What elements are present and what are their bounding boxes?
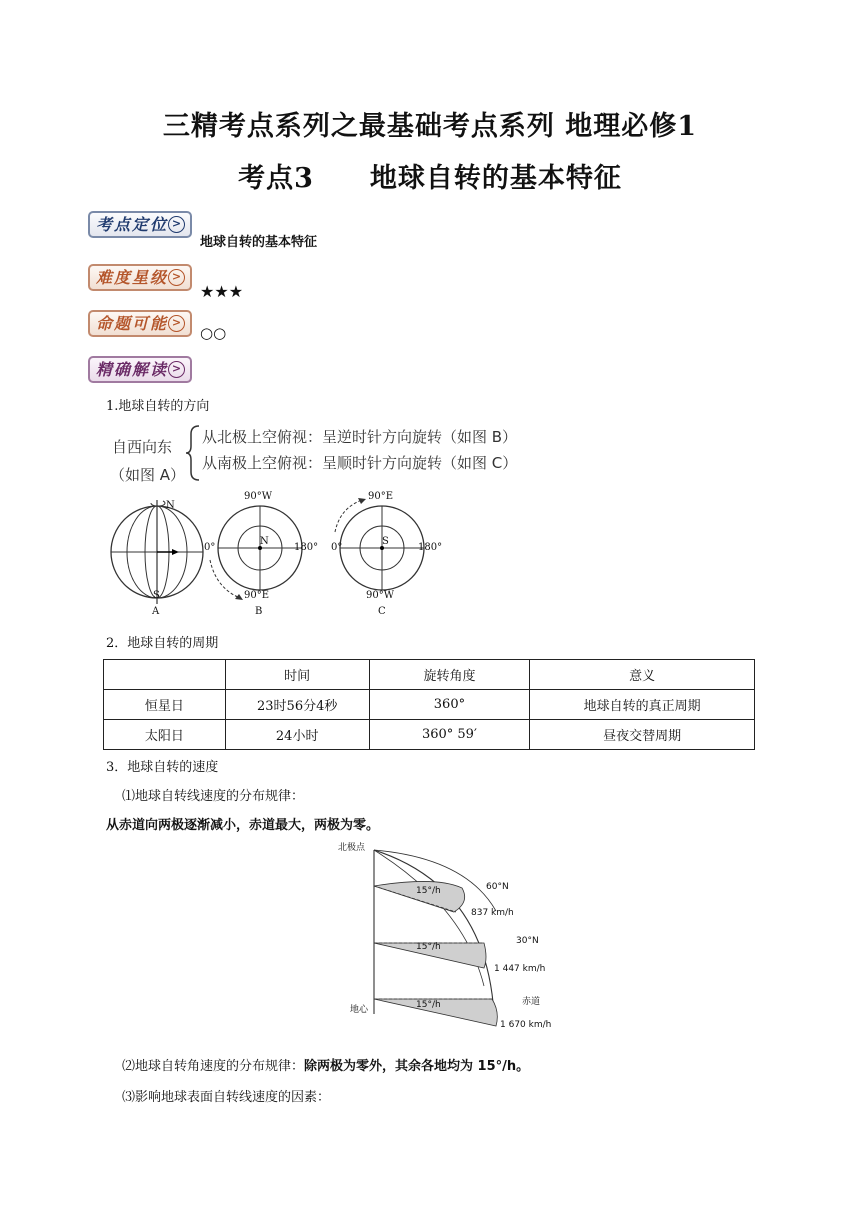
- rate-label-eq: 15°/h: [416, 1000, 441, 1010]
- fig-c-right: 180°: [418, 542, 443, 553]
- badge-explain: [88, 356, 192, 383]
- polar-view-b: [210, 506, 302, 600]
- fig-b-top: 90°W: [244, 491, 273, 502]
- fig-c-caption: C: [378, 606, 386, 617]
- arrow-circle-icon: >: [168, 269, 185, 286]
- rate-label-30: 15°/h: [416, 942, 441, 952]
- lat-60-label: 60°N: [486, 882, 509, 892]
- rate-label-60: 15°/h: [416, 886, 441, 896]
- equator-label: 赤道: [522, 997, 541, 1007]
- fig-c-left: 0°: [331, 542, 343, 553]
- rotation-direction-block: [110, 422, 580, 490]
- table-cell: 太阳日: [104, 720, 226, 750]
- table-row: [104, 720, 755, 750]
- globe-a: [111, 500, 203, 604]
- badge-likelihood: [88, 310, 192, 337]
- north-pole-label: 北极点: [338, 843, 366, 853]
- lat-30-label: 30°N: [516, 936, 539, 946]
- fig-c-top: 90°E: [368, 491, 394, 502]
- speed-60-label: 837 km/h: [471, 908, 514, 918]
- table-cell: 恒星日: [104, 690, 226, 720]
- fig-c-bottom: 90°W: [366, 590, 395, 601]
- brace-icon: [185, 424, 201, 482]
- fig-a-s: S: [153, 590, 160, 601]
- table-header-cell: [104, 660, 226, 690]
- subtitle-number: 考点3: [238, 163, 314, 194]
- fig-b-right: 180°: [294, 542, 319, 553]
- direction-north-view: 从北极上空俯视：呈逆时针方向旋转（如图 B）: [202, 428, 518, 446]
- fig-a-n: N: [166, 500, 175, 511]
- table-cell: 24小时: [225, 720, 369, 750]
- page-title: 三精考点系列之最基础考点系列 地理必修1: [162, 111, 698, 142]
- fig-a-caption: A: [152, 606, 160, 617]
- section3-heading: 3．地球自转的速度: [106, 760, 219, 775]
- linear-speed-figure: [336, 836, 562, 1036]
- likelihood-circles: ○○: [200, 324, 227, 342]
- table-cell: 360°: [369, 690, 530, 720]
- angular-speed-label: ⑵地球自转角速度的分布规律：: [122, 1059, 305, 1074]
- linear-speed-rule: ⑴地球自转线速度的分布规律：: [122, 789, 305, 804]
- table-cell: 地球自转的真正周期: [530, 690, 755, 720]
- linear-speed-answer: 从赤道向两极逐渐减小，赤道最大，两极为零。: [106, 818, 380, 833]
- arrow-circle-icon: >: [168, 315, 185, 332]
- table-cell: 23时56分4秒: [225, 690, 369, 720]
- fig-b-bottom: 90°E: [244, 590, 270, 601]
- section1-heading: 1.地球自转的方向: [106, 399, 210, 414]
- speed-eq-label: 1 670 km/h: [500, 1020, 552, 1030]
- badge-likelihood-label: 命题可能: [96, 314, 169, 333]
- badge-position: [88, 211, 192, 238]
- table-header-cell: 时间: [225, 660, 369, 690]
- badge-difficulty: [88, 264, 192, 291]
- arrow-circle-icon: >: [168, 216, 185, 233]
- earth-center-label: 地心: [350, 1005, 369, 1015]
- polar-view-c: [335, 498, 424, 590]
- rotation-figures: [100, 491, 460, 620]
- section2-heading: 2．地球自转的周期: [106, 636, 219, 651]
- direction-west-east: 自西向东: [112, 438, 173, 456]
- table-cell: 360° 59′: [369, 720, 530, 750]
- fig-b-left: 0°: [204, 542, 216, 553]
- table-header-cell: 旋转角度: [369, 660, 530, 690]
- table-header-cell: 意义: [530, 660, 755, 690]
- page-subtitle: [0, 156, 860, 195]
- topic-text: 地球自转的基本特征: [200, 235, 318, 250]
- badge-difficulty-label: 难度星级: [96, 268, 169, 287]
- badge-explain-label: 精确解读: [96, 360, 169, 379]
- fig-b-caption: B: [255, 606, 263, 617]
- badge-position-label: 考点定位: [96, 215, 169, 234]
- arrow-circle-icon: >: [168, 361, 185, 378]
- table-row: [104, 690, 755, 720]
- direction-south-view: 从南极上空俯视：呈顺时针方向旋转（如图 C）: [202, 454, 518, 472]
- fig-c-center: S: [382, 536, 389, 547]
- speed-factors-heading: ⑶影响地球表面自转线速度的因素：: [122, 1090, 331, 1105]
- fig-b-center: N: [260, 536, 269, 547]
- rotation-period-table: [103, 659, 755, 750]
- angular-speed-answer: 除两极为零外，其余各地均为 15°/h。: [304, 1059, 530, 1074]
- table-cell: 昼夜交替周期: [530, 720, 755, 750]
- table-header-row: [104, 660, 755, 690]
- direction-fig-a: （如图 A）: [110, 466, 186, 484]
- speed-30-label: 1 447 km/h: [494, 964, 546, 974]
- difficulty-stars: ★★★: [200, 282, 244, 301]
- rotation-figures-svg: [100, 496, 460, 620]
- angular-speed-rule: [122, 1055, 529, 1074]
- subtitle-topic: 地球自转的基本特征: [369, 163, 622, 194]
